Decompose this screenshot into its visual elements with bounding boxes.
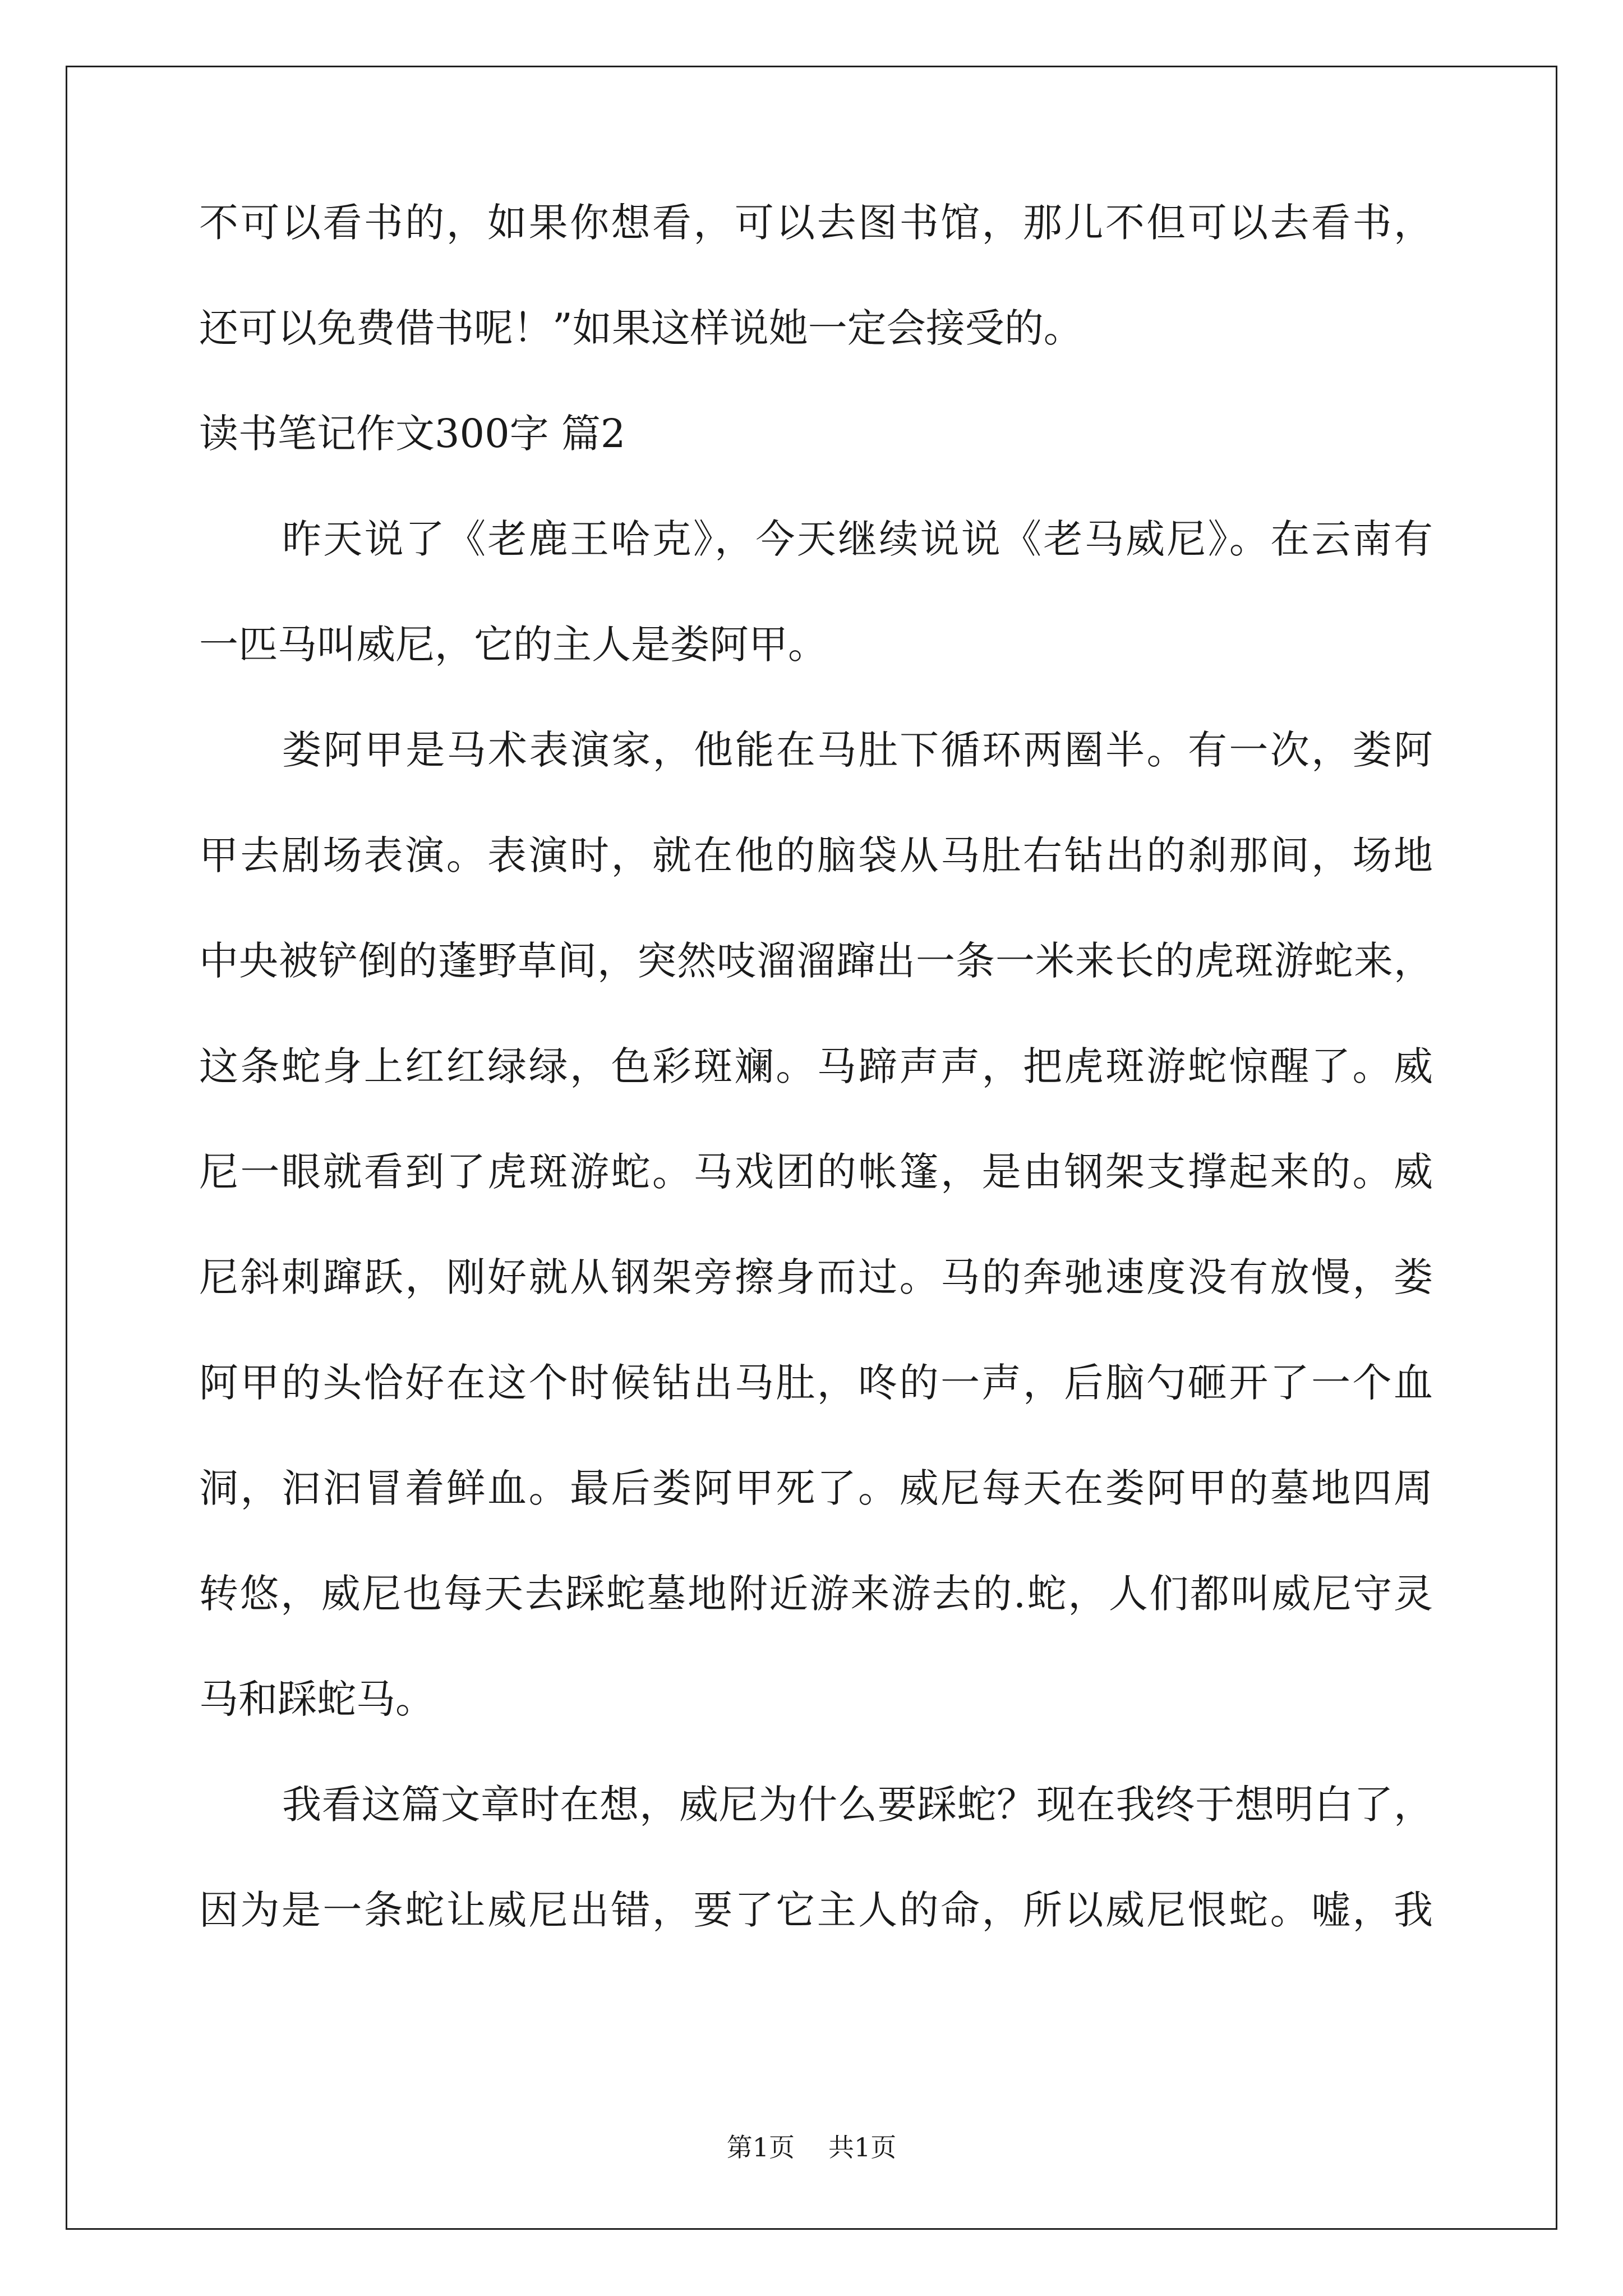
paragraph-first-line: 我看这篇文章时在想，威尼为什么要踩蛇？现在我终于想明白了， (282, 1782, 1433, 1828)
text-line: 阿甲的头恰好在这个时候钻出马肚，咚的一声，后脑勺砸开了一个血 (199, 1360, 1433, 1406)
text-line: 马和踩蛇马。 (199, 1676, 435, 1722)
paragraph-first-line: 娄阿甲是马术表演家，他能在马肚下循环两圈半。有一次，娄阿 (282, 727, 1433, 773)
text-line: 因为是一条蛇让威尼出错，要了它主人的命，所以威尼恨蛇。嘘，我 (199, 1887, 1433, 1933)
text-line: 尼一眼就看到了虎斑游蛇。马戏团的帐篷，是由钢架支撑起来的。威 (199, 1149, 1433, 1195)
text-line: 中央被铲倒的蓬野草间，突然吱溜溜蹿出一条一米来长的虎斑游蛇来， (199, 938, 1433, 984)
document-body (199, 196, 1433, 1989)
paragraph-first-line: 昨天说了《老鹿王哈克》，今天继续说说《老马威尼》。在云南有 (282, 516, 1433, 562)
section-heading: 读书笔记作文300字 篇2 (199, 411, 626, 457)
page-number-current: 第1页 (726, 2132, 795, 2162)
text-line: 还可以免费借书呢！”如果这样说她一定会接受的。 (199, 305, 1083, 351)
page-footer (0, 2132, 1623, 2163)
text-line: 甲去剧场表演。表演时，就在他的脑袋从马肚右钻出的刹那间，场地 (199, 832, 1433, 878)
page-number-total: 共1页 (828, 2132, 897, 2162)
text-line: 一匹马叫威尼，它的主人是娄阿甲。 (199, 622, 827, 668)
text-line: 转悠，威尼也每天去踩蛇墓地附近游来游去的.蛇，人们都叫威尼守灵 (199, 1571, 1433, 1617)
text-line: 这条蛇身上红红绿绿，色彩斑斓。马蹄声声，把虎斑游蛇惊醒了。威 (199, 1043, 1433, 1089)
text-line: 不可以看书的，如果你想看，可以去图书馆，那儿不但可以去看书， (199, 200, 1433, 246)
text-line: 尼斜刺蹿跃，刚好就从钢架旁擦身而过。马的奔驰速度没有放慢，娄 (199, 1254, 1433, 1300)
text-line: 洞，汩汩冒着鲜血。最后娄阿甲死了。威尼每天在娄阿甲的墓地四周 (199, 1465, 1433, 1511)
